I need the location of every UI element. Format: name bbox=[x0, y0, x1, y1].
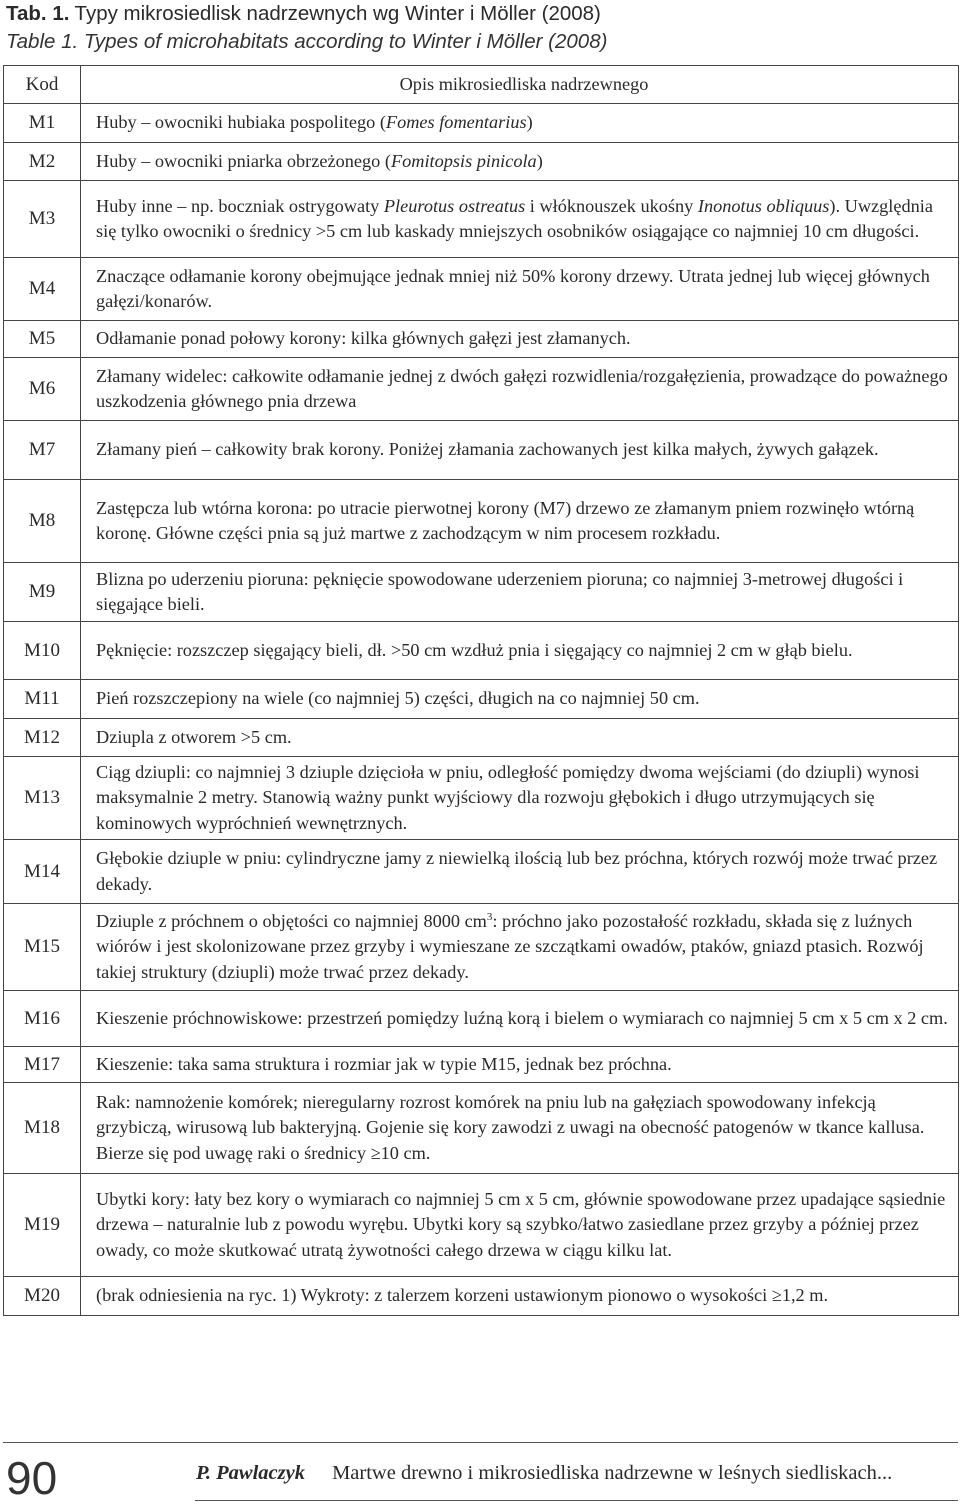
row-code: M18 bbox=[4, 1083, 81, 1174]
description-text: Huby – owocniki hubiaka pospolitego ( bbox=[96, 112, 386, 133]
table-row bbox=[4, 840, 959, 904]
row-code: M20 bbox=[4, 1277, 81, 1316]
table-header-row bbox=[4, 66, 959, 104]
row-description bbox=[81, 840, 959, 904]
description-text: Ciąg dziupli: co najmniej 3 dziuple dzięcioła w pniu, odległość pomiędzy dwoma wejściami (do dziupli) wynosi maksymalnie 2 metry. Stanowią ważny punkt wyjściowy dla rozwoju głębokich i długo utrzymujących się kominowych wypróchnień wewnętrznych. bbox=[96, 761, 920, 833]
running-footer bbox=[196, 1460, 892, 1486]
description-text: Złamany widelec: całkowite odłamanie jednej z dwóch gałęzi rozwidlenia/rozgałęzienia, prowadzące do poważnego uszkodzenia głównego pnia drzewa bbox=[96, 365, 948, 411]
description-text: Głębokie dziuple w pniu: cylindryczne jamy z niewielką ilością lub bez próchna, których rozwój może trwać przez dekady. bbox=[96, 848, 938, 894]
latin-name: Inonotus obliquus bbox=[697, 195, 830, 216]
row-description bbox=[81, 104, 959, 143]
description-text: : próchno jako pozostałość rozkładu, składa się z luźnych wiórów i jest skolonizowane przez grzyby i wymieszane ze szczątkami owadów, ptaków, gniazd ptasich. Rozwój takiej struktury (dziupli) może trwać przez dekady. bbox=[96, 910, 924, 982]
row-description bbox=[81, 421, 959, 480]
description-text: Dziuple z próchnem o objętości co najmniej 8000 cm bbox=[96, 910, 487, 931]
description-text: i włóknouszek ukośny bbox=[525, 195, 698, 216]
table-row bbox=[4, 421, 959, 480]
row-description bbox=[81, 258, 959, 321]
row-description bbox=[81, 904, 959, 991]
row-description bbox=[81, 1174, 959, 1277]
row-code: M14 bbox=[4, 840, 81, 904]
row-code: M3 bbox=[4, 181, 81, 258]
footer-author: P. Pawlaczyk bbox=[196, 1462, 305, 1484]
table-row bbox=[4, 904, 959, 991]
row-description bbox=[81, 358, 959, 421]
row-description bbox=[81, 1083, 959, 1174]
table-row bbox=[4, 1174, 959, 1277]
table-row bbox=[4, 143, 959, 181]
microhabitat-table bbox=[3, 65, 959, 1316]
row-description bbox=[81, 321, 959, 358]
row-code: M10 bbox=[4, 622, 81, 680]
row-description bbox=[81, 680, 959, 719]
caption-english: Table 1. Types of microhabitats according to Winter i Möller (2008) bbox=[6, 30, 608, 53]
description-text: Rak: namnożenie komórek; nieregularny rozrost komórek na pniu lub na gałęziach spowodowany infekcją grzybiczą, wirusową lub bakteryjną. Gojenie się kory zawodzi z uwagi na obecność patogenów w tkance kallusa. Bierze się pod uwagę raki o średnicy ≥10 cm. bbox=[96, 1091, 925, 1163]
row-code: M12 bbox=[4, 719, 81, 757]
table-row bbox=[4, 622, 959, 680]
row-description bbox=[81, 181, 959, 258]
table-row bbox=[4, 1083, 959, 1174]
table-row bbox=[4, 321, 959, 358]
table-row bbox=[4, 719, 959, 757]
row-code: M8 bbox=[4, 480, 81, 563]
page-number: 90 bbox=[6, 1452, 58, 1504]
table-body bbox=[4, 104, 959, 1316]
description-text: Kieszenie: taka sama struktura i rozmiar jak w typie M15, jednak bez próchna. bbox=[96, 1053, 672, 1074]
description-text: Blizna po uderzeniu pioruna: pęknięcie spowodowane uderzeniem pioruna; co najmniej 3-metrowej długości i sięgające bieli. bbox=[96, 568, 904, 614]
description-text: Odłamanie ponad połowy korony: kilka głównych gałęzi jest złamanych. bbox=[96, 328, 631, 349]
table-row bbox=[4, 757, 959, 840]
table-caption bbox=[6, 0, 607, 55]
microhabitat-table-container bbox=[3, 65, 958, 1316]
row-code: M9 bbox=[4, 563, 81, 622]
superscript: 3 bbox=[486, 910, 493, 923]
row-description bbox=[81, 143, 959, 181]
table-row bbox=[4, 1047, 959, 1083]
description-text: (brak odniesienia na ryc. 1) Wykroty: z talerzem korzeni ustawionym pionowo o wysokości ≥1,2 m. bbox=[96, 1285, 829, 1306]
row-description bbox=[81, 1047, 959, 1083]
description-text: Pień rozszczepiony na wiele (co najmniej 5) części, długich na co najmniej 50 cm. bbox=[96, 688, 700, 709]
row-description bbox=[81, 757, 959, 840]
caption-polish bbox=[6, 0, 607, 28]
header-code: Kod bbox=[4, 66, 81, 104]
row-code: M6 bbox=[4, 358, 81, 421]
description-text: Ubytki kory: łaty bez kory o wymiarach co najmniej 5 cm x 5 cm, głównie spowodowane przez upadające sąsiednie drzewa – naturalnie lub z powodu wyrębu. Ubytki kory są szybko/łatwo zasiedlane przez grzyby a później przez owady, co może skutkować utratą żywotności całego drzewa w ciągu kilku lat. bbox=[96, 1188, 946, 1260]
table-row bbox=[4, 991, 959, 1047]
table-row bbox=[4, 480, 959, 563]
description-text: ) bbox=[526, 112, 533, 133]
latin-name: Fomitopsis pinicola bbox=[390, 150, 537, 171]
table-row bbox=[4, 104, 959, 143]
description-text: Huby inne – np. boczniak ostrygowaty bbox=[96, 195, 384, 216]
description-text: Kieszenie próchnowiskowe: przestrzeń pomiędzy luźną korą i bielem o wymiarach co najmniej 5 cm x 5 cm x 2 cm. bbox=[96, 1007, 948, 1028]
row-code: M7 bbox=[4, 421, 81, 480]
footer-rule-bottom bbox=[195, 1500, 958, 1501]
description-text: Znaczące odłamanie korony obejmujące jednak mniej niż 50% korony drzewy. Utrata jednej lub więcej głównych gałęzi/konarów. bbox=[96, 265, 930, 311]
description-text: Złamany pień – całkowity brak korony. Poniżej złamania zachowanych jest kilka małych, żywych gałązek. bbox=[96, 439, 879, 460]
header-description: Opis mikrosiedliska nadrzewnego bbox=[81, 66, 959, 104]
footer-rule-top bbox=[3, 1442, 958, 1443]
row-code: M2 bbox=[4, 143, 81, 181]
row-description bbox=[81, 719, 959, 757]
table-row bbox=[4, 1277, 959, 1316]
description-text: Pęknięcie: rozszczep sięgający bieli, dł. >50 cm wzdłuż pnia i sięgający co najmniej 2 cm w głąb bielu. bbox=[96, 639, 853, 660]
row-code: M15 bbox=[4, 904, 81, 991]
row-code: M19 bbox=[4, 1174, 81, 1277]
row-code: M16 bbox=[4, 991, 81, 1047]
description-text: Huby – owocniki pniarka obrzeżonego ( bbox=[96, 150, 391, 171]
row-code: M13 bbox=[4, 757, 81, 840]
row-description bbox=[81, 563, 959, 622]
description-text: Dziupla z otworem >5 cm. bbox=[96, 726, 292, 747]
latin-name: Pleurotus ostreatus bbox=[383, 195, 526, 216]
footer-title: Martwe drewno i mikrosiedliska nadrzewne w leśnych siedliskach... bbox=[332, 1462, 893, 1484]
table-row bbox=[4, 358, 959, 421]
row-description bbox=[81, 480, 959, 563]
row-code: M11 bbox=[4, 680, 81, 719]
table-row bbox=[4, 181, 959, 258]
row-code: M5 bbox=[4, 321, 81, 358]
description-text: Zastępcza lub wtórna korona: po utracie pierwotnej korony (M7) drzewo ze złamanym pniem rozwinęło wtórną koronę. Główne części pnia są już martwe z zachodzącym w nim procesem rozkładu. bbox=[96, 497, 915, 543]
table-row bbox=[4, 258, 959, 321]
table-row bbox=[4, 680, 959, 719]
row-description bbox=[81, 991, 959, 1047]
latin-name: Fomes fomentarius bbox=[385, 112, 527, 133]
caption-label: Tab. 1. bbox=[6, 2, 70, 25]
caption-title-pl: Typy mikrosiedlisk nadrzewnych wg Winter i Möller (2008) bbox=[74, 2, 601, 25]
row-code: M4 bbox=[4, 258, 81, 321]
row-code: M17 bbox=[4, 1047, 81, 1083]
table-row bbox=[4, 563, 959, 622]
row-code: M1 bbox=[4, 104, 81, 143]
description-text: ). Uwzględnia się tylko owocniki o średnicy >5 cm lub kaskady mniejszych osobników osiągające co najmniej 10 cm długości. bbox=[96, 195, 933, 241]
row-description bbox=[81, 1277, 959, 1316]
description-text: ) bbox=[536, 150, 543, 171]
row-description bbox=[81, 622, 959, 680]
